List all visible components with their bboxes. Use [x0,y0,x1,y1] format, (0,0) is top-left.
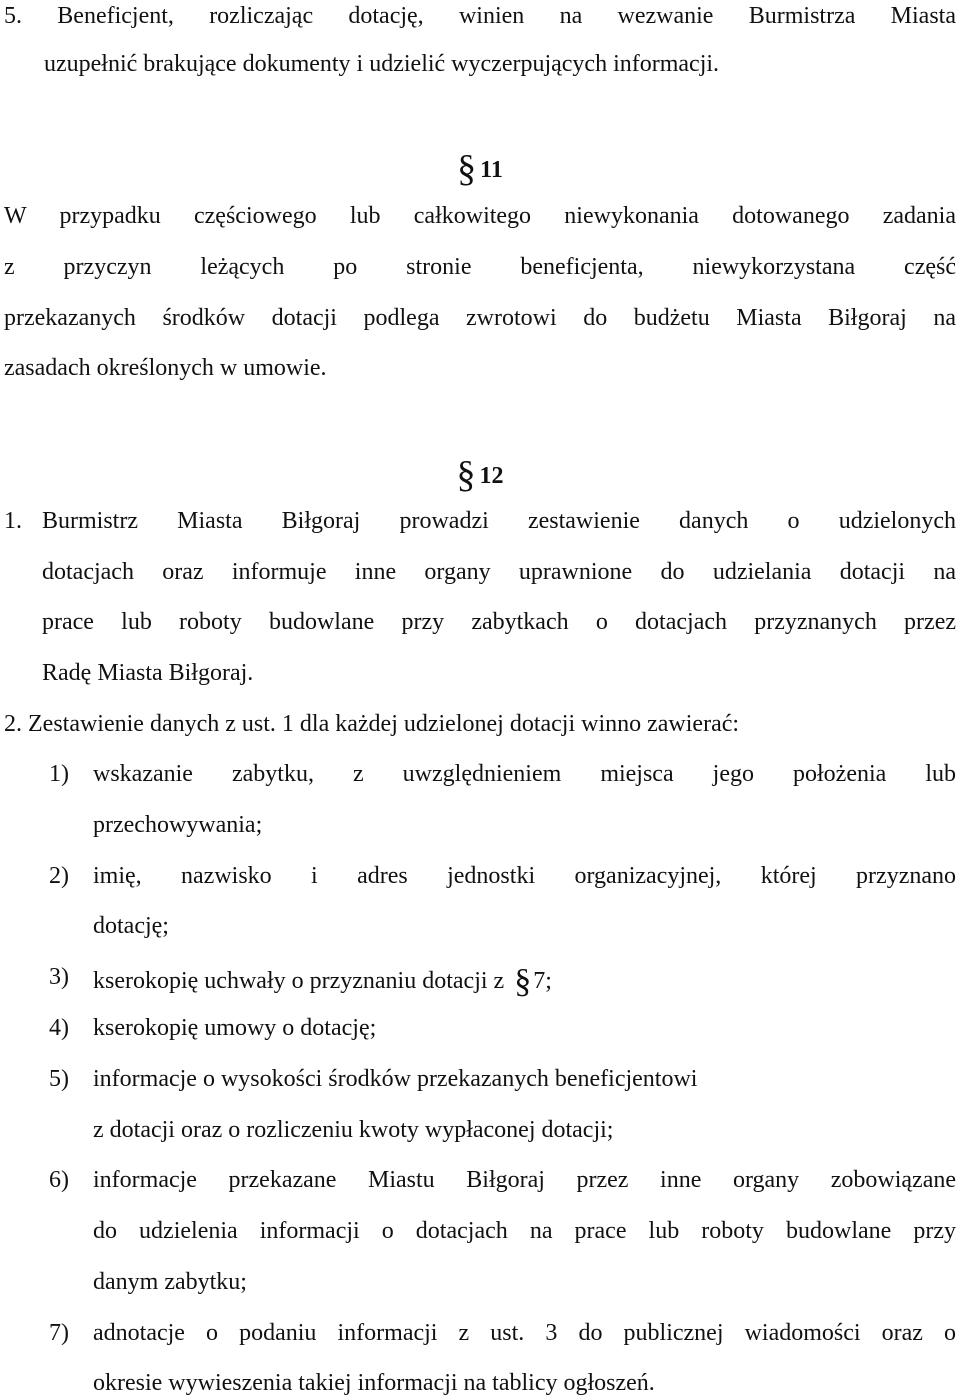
paragraph-1-line-2: dotacjach oraz informuje inne organy uprawnione do udzielania dotacji na [42,559,956,585]
list-item-number: 7) [49,1320,69,1346]
paragraph-5-line-1: 5. Beneficjent, rozliczając dotację, winien na wezwanie Burmistrza Miasta [4,3,956,29]
list-item-line: imię, nazwisko i adres jednostki organizacyjnej, której przyznano [93,863,956,889]
list-item-line: z dotacji oraz o rozliczeniu kwoty wypłaconej dotacji; [93,1117,614,1143]
list-item-line [93,965,552,999]
section-sign: § [514,963,532,1000]
section-number: 11 [480,157,503,183]
section-number: 12 [479,463,504,489]
list-item-number: 3) [49,964,69,990]
list-item-line: okresie wywieszenia takiej informacji na tablicy ogłoszeń. [93,1370,655,1396]
list-item-line: kserokopię umowy o dotację; [93,1015,377,1041]
paragraph-2: 2. Zestawienie danych z ust. 1 dla każdej udzielonej dotacji winno zawierać: [4,711,740,737]
list-item-line: wskazanie zabytku, z uwzględnieniem miejsca jego położenia lub [93,761,956,787]
list-item-line: przechowywania; [93,812,263,838]
list-item-line: danym zabytku; [93,1269,247,1295]
section-11-line-4: zasadach określonych w umowie. [4,355,327,381]
section-12-heading [0,456,960,494]
section-sign: § [456,454,476,496]
list-item-number: 6) [49,1167,69,1193]
paragraph-5-line-2: uzupełnić brakujące dokumenty i udzielić wyczerpujących informacji. [44,51,720,77]
list-item-line: dotację; [93,913,169,939]
list-item-line: informacje o wysokości środków przekazanych beneficjentowi [93,1066,698,1092]
list-item-number: 1) [49,761,69,787]
list-item-number: 5) [49,1066,69,1092]
section-11-line-1: W przypadku częściowego lub całkowitego niewykonania dotowanego zadania [4,203,956,229]
list-item-number: 2) [49,863,69,889]
list-item-number: 4) [49,1015,69,1041]
list-item-line: informacje przekazane Miastu Biłgoraj przez inne organy zobowiązane [93,1167,956,1193]
paragraph-1-line-4: Radę Miasta Biłgoraj. [42,660,254,686]
section-11-line-2: z przyczyn leżących po stronie beneficjenta, niewykorzystana część [4,254,956,280]
list-item-text: 7; [533,968,552,994]
section-11-line-3: przekazanych środków dotacji podlega zwrotowi do budżetu Miasta Biłgoraj na [4,305,956,331]
list-item-line: do udzielenia informacji o dotacjach na prace lub roboty budowlane przy [93,1218,956,1244]
paragraph-1-line-3: prace lub roboty budowlane przy zabytkach o dotacjach przyznanych przez [42,609,956,635]
section-11-heading [0,150,960,188]
paragraph-1-number: 1. [4,508,22,534]
list-item-line: adnotacje o podaniu informacji z ust. 3 do publicznej wiadomości oraz o [93,1320,956,1346]
list-item-text: kserokopię uchwały o przyznaniu dotacji z [93,968,505,994]
section-sign: § [457,148,477,190]
paragraph-1-line-1: Burmistrz Miasta Biłgoraj prowadzi zestawienie danych o udzielonych [42,508,956,534]
